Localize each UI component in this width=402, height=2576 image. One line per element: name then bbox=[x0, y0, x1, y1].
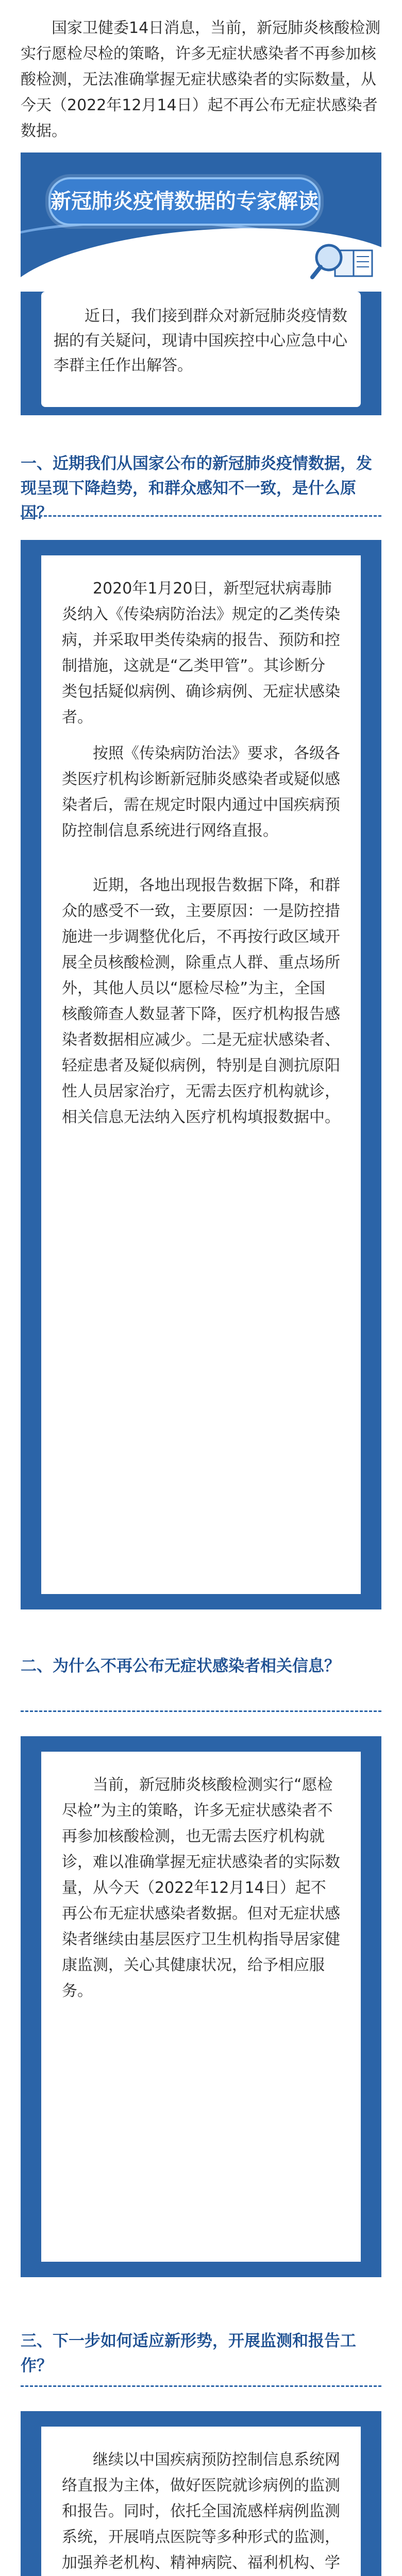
section-1-question: 一、近期我们从国家公布的新冠肺炎疫情数据，发现呈现下降趋势，和群众感知不一致，是什么原因？ bbox=[21, 454, 372, 522]
expert-interpretation-banner bbox=[21, 152, 381, 415]
section-2-divider bbox=[21, 1710, 381, 1712]
section-1-answer-body bbox=[41, 555, 361, 1594]
banner-intro-text: 近日，我们接到群众对新冠肺炎疫情数据的有关疑问，现请中国疾控中心应急中心李群主任作出解答。 bbox=[54, 307, 347, 375]
banner-intro-card bbox=[41, 292, 361, 407]
section-2-paragraph: 当前，新冠肺炎核酸检测实行“愿检尽检”为主的策略，许多无症状感染者不再参加核酸检测，也无需去医疗机构就诊，难以准确掌握无症状感染者的实际数量，从今天（2022年12月14日）起不再公布无症状感染者数据。但对无症状感染者继续由基层医疗卫生机构指导居家健康监测，关心其健康状况，给予相应服务。 bbox=[62, 1776, 340, 2000]
section-2-answer-body bbox=[41, 1752, 361, 2262]
section-3-answer-body bbox=[41, 2427, 361, 2576]
section-3-divider bbox=[21, 2385, 381, 2387]
section-3-paragraph: 继续以中国疾病预防控制信息系统网络直报为主体，做好医院就诊病例的监测和报告。同时，依托全国流感样病例监测系统，开展哨点医院等多种形式的监测，加强养老机构、精神病院、福利机构、学 bbox=[62, 2451, 340, 2572]
section-1-answer-box bbox=[21, 540, 381, 1609]
section-1-paragraph: 2020年1月20日，新型冠状病毒肺炎纳入《传染病防治法》规定的乙类传染病，并采取甲类传染病的报告、预防和控制措施，这就是“乙类甲管”。其诊断分类包括疑似病例、确诊病例、无症状感染者。 bbox=[62, 580, 340, 726]
banner-header bbox=[21, 152, 381, 292]
magnifier-book-icon bbox=[309, 235, 376, 292]
section-1-paragraph: 近期，各地出现报告数据下降，和群众的感受不一致，主要原因：一是防控措施进一步调整优化后，不再按行政区域开展全员核酸检测，除重点人群、重点场所外，其他人员以“愿检尽检”为主，全国核酸筛查人数显著下降，医疗机构报告感染者数据相应减少。二是无症状感染者、轻症患者及疑似病例，特别是自测抗原阳性人员居家治疗，无需去医疗机构就诊，相关信息无法纳入医疗机构填报数据中。 bbox=[62, 876, 340, 1126]
section-2-question: 二、为什么不再公布无症状感染者相关信息？ bbox=[21, 1657, 340, 1675]
section-2-answer-box bbox=[21, 1736, 381, 2277]
section-3-question: 三、下一步如何适应新形势，开展监测和报告工作？ bbox=[21, 2332, 356, 2375]
section-3-answer-box bbox=[21, 2411, 381, 2576]
section-1-paragraph: 按照《传染病防治法》要求，各级各类医疗机构诊断新冠肺炎感染者或疑似感染者后，需在规定时限内通过中国疾病预防控制信息系统进行网络直报。 bbox=[62, 744, 340, 840]
section-1-divider bbox=[21, 515, 381, 517]
intro-paragraph: 国家卫健委14日消息，当前，新冠肺炎核酸检测实行愿检尽检的策略，许多无症状感染者不再参加核酸检测，无法准确掌握无症状感染者的实际数量，从今天（2022年12月14日）起不再公布无症状感染者数据。 bbox=[21, 19, 381, 140]
banner-title: 新冠肺炎疫情数据的专家解读 bbox=[48, 177, 321, 226]
